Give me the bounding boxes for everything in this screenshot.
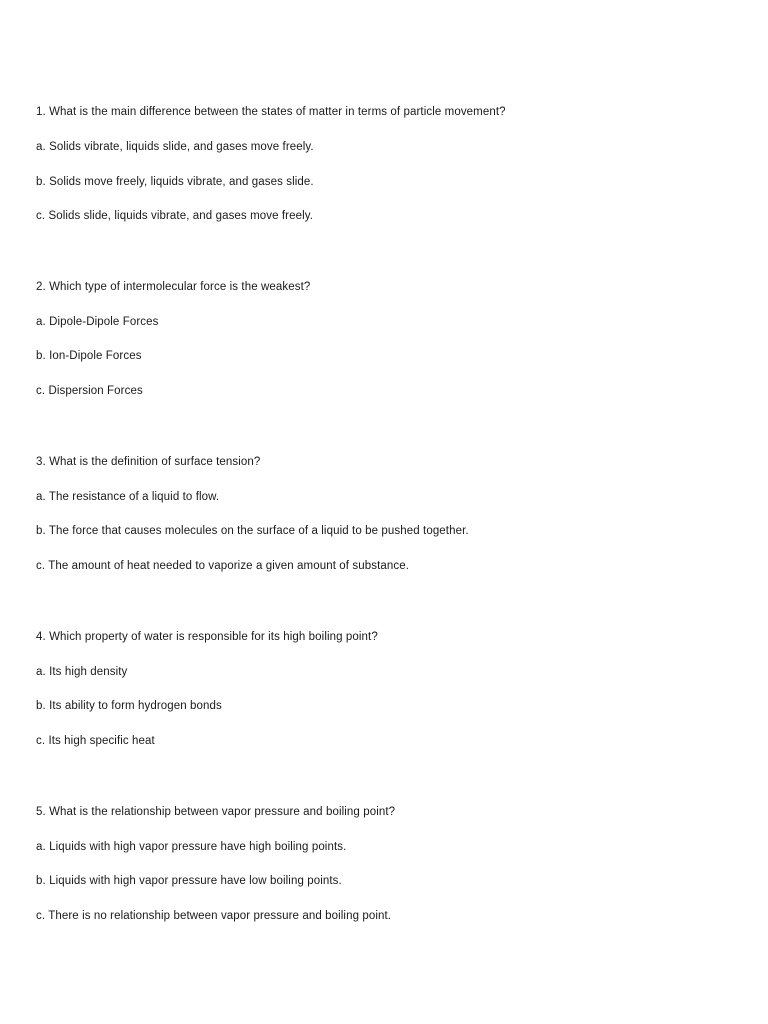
answer-option: c. Its high specific heat	[36, 735, 155, 747]
answer-option: c. The amount of heat needed to vaporize a given amount of substance.	[36, 560, 410, 572]
question-text: 3. What is the definition of surface tension?	[36, 456, 261, 468]
answer-option: b. The force that causes molecules on the surface of a liquid to be pushed together.	[36, 525, 469, 537]
answer-option: b. Its ability to form hydrogen bonds	[36, 700, 222, 712]
answer-option: a. The resistance of a liquid to flow.	[36, 491, 220, 503]
answer-option: a. Solids vibrate, liquids slide, and gases move freely.	[36, 141, 314, 153]
answer-option: c. There is no relationship between vapor pressure and boiling point.	[36, 910, 392, 922]
answer-option: a. Liquids with high vapor pressure have high boiling points.	[36, 841, 347, 853]
answer-option: a. Its high density	[36, 666, 128, 678]
question-text: 2. Which type of intermolecular force is the weakest?	[36, 281, 311, 293]
question-text: 1. What is the main difference between the states of matter in terms of particle movement?	[36, 106, 506, 118]
question-text: 4. Which property of water is responsible for its high boiling point?	[36, 631, 378, 643]
answer-option: a. Dipole-Dipole Forces	[36, 316, 159, 328]
answer-option: b. Ion-Dipole Forces	[36, 350, 142, 362]
answer-option: b. Solids move freely, liquids vibrate, and gases slide.	[36, 176, 314, 188]
answer-option: b. Liquids with high vapor pressure have low boiling points.	[36, 875, 342, 887]
question-text: 5. What is the relationship between vapor pressure and boiling point?	[36, 806, 396, 818]
answer-option: c. Dispersion Forces	[36, 385, 143, 397]
answer-option: c. Solids slide, liquids vibrate, and gases move freely.	[36, 210, 314, 222]
